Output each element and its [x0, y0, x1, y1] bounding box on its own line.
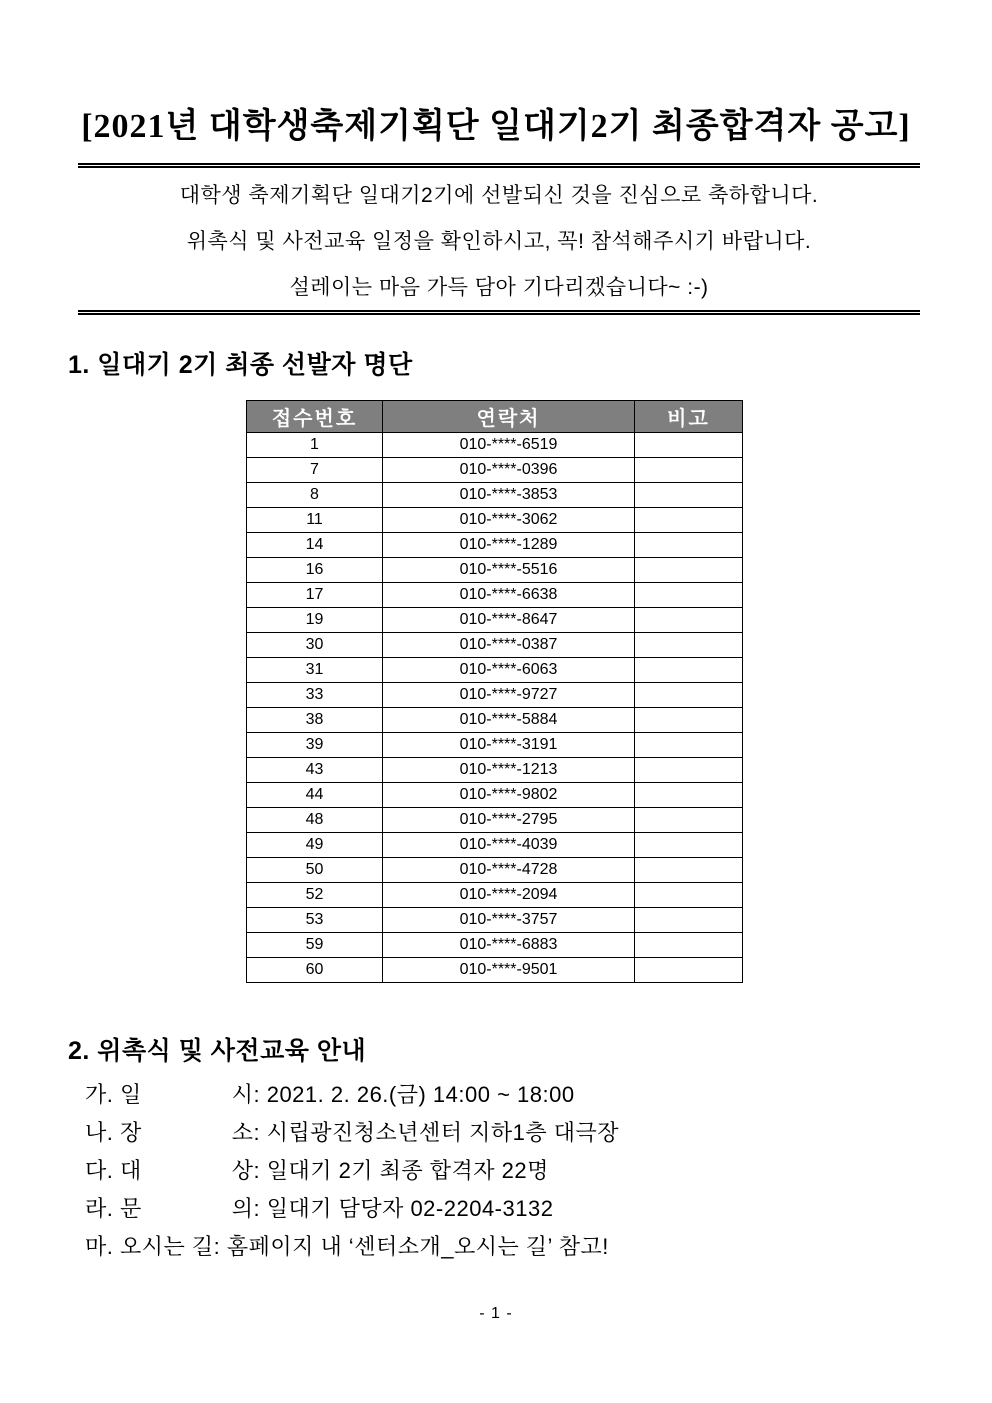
- cell-note: [635, 933, 743, 958]
- info-item-location: 나. 장 소: 시립광진청소년센터 지하1층 대극장: [85, 1120, 619, 1145]
- table-row: [247, 708, 743, 733]
- cell-note: [635, 458, 743, 483]
- table-row: [247, 458, 743, 483]
- cell-application-number: 60: [247, 958, 383, 983]
- cell-note: [635, 558, 743, 583]
- cell-application-number: 16: [247, 558, 383, 583]
- cell-application-number: 38: [247, 708, 383, 733]
- cell-phone: 010-****-4039: [383, 833, 635, 858]
- cell-application-number: 11: [247, 508, 383, 533]
- cell-phone: 010-****-8647: [383, 608, 635, 633]
- cell-note: [635, 883, 743, 908]
- column-header-note: 비고: [635, 401, 743, 433]
- cell-note: [635, 433, 743, 458]
- cell-application-number: 43: [247, 758, 383, 783]
- cell-application-number: 33: [247, 683, 383, 708]
- info-item-inquiry: 라. 문 의: 일대기 담당자 02-2204-3132: [85, 1196, 554, 1221]
- cell-phone: 010-****-6063: [383, 658, 635, 683]
- table-row: [247, 858, 743, 883]
- page-number: - 1 -: [479, 1305, 513, 1322]
- cell-phone: 010-****-4728: [383, 858, 635, 883]
- cell-application-number: 49: [247, 833, 383, 858]
- cell-phone: 010-****-9501: [383, 958, 635, 983]
- info-item-target: 다. 대 상: 일대기 2기 최종 합격자 22명: [85, 1158, 549, 1183]
- cell-note: [635, 958, 743, 983]
- column-header-application-number: 접수번호: [247, 401, 383, 433]
- cell-application-number: 48: [247, 808, 383, 833]
- cell-application-number: 17: [247, 583, 383, 608]
- cell-note: [635, 808, 743, 833]
- cell-note: [635, 658, 743, 683]
- info-item-directions: 마. 오시는 길: 홈페이지 내 ‘센터소개_오시는 길’ 참고!: [85, 1234, 609, 1259]
- cell-note: [635, 533, 743, 558]
- table-row: [247, 758, 743, 783]
- cell-phone: 010-****-9802: [383, 783, 635, 808]
- table-row: [247, 958, 743, 983]
- table-row: [247, 558, 743, 583]
- table-body: [247, 433, 743, 983]
- cell-application-number: 7: [247, 458, 383, 483]
- applicants-table: [246, 400, 743, 983]
- cell-phone: 010-****-3757: [383, 908, 635, 933]
- cell-note: [635, 833, 743, 858]
- table-row: [247, 508, 743, 533]
- table-row: [247, 933, 743, 958]
- cell-phone: 010-****-1213: [383, 758, 635, 783]
- cell-application-number: 50: [247, 858, 383, 883]
- table-row: [247, 658, 743, 683]
- cell-note: [635, 483, 743, 508]
- cell-note: [635, 608, 743, 633]
- cell-phone: 010-****-0396: [383, 458, 635, 483]
- intro-line: 위촉식 및 사전교육 일정을 확인하시고, 꼭! 참석해주시기 바랍니다.: [186, 230, 812, 253]
- cell-note: [635, 508, 743, 533]
- table-row: [247, 733, 743, 758]
- cell-phone: 010-****-6519: [383, 433, 635, 458]
- cell-application-number: 8: [247, 483, 383, 508]
- cell-application-number: 31: [247, 658, 383, 683]
- cell-note: [635, 583, 743, 608]
- table-row: [247, 908, 743, 933]
- section2-heading: 2. 위촉식 및 사전교육 안내: [68, 1037, 367, 1065]
- intro-line: 대학생 축제기획단 일대기2기에 선발되신 것을 진심으로 축하합니다.: [179, 184, 819, 207]
- cell-phone: 010-****-6883: [383, 933, 635, 958]
- cell-note: [635, 908, 743, 933]
- table-row: [247, 808, 743, 833]
- cell-application-number: 53: [247, 908, 383, 933]
- table-row: [247, 533, 743, 558]
- cell-phone: 010-****-5884: [383, 708, 635, 733]
- cell-phone: 010-****-3853: [383, 483, 635, 508]
- cell-application-number: 44: [247, 783, 383, 808]
- cell-phone: 010-****-5516: [383, 558, 635, 583]
- intro-line: 설레이는 마음 가득 담아 기다리겠습니다~ :-): [289, 276, 709, 299]
- cell-application-number: 1: [247, 433, 383, 458]
- table-row: [247, 583, 743, 608]
- cell-note: [635, 783, 743, 808]
- table-row: [247, 433, 743, 458]
- info-item-datetime: 가. 일 시: 2021. 2. 26.(금) 14:00 ~ 18:00: [85, 1082, 575, 1107]
- table-row: [247, 633, 743, 658]
- cell-phone: 010-****-1289: [383, 533, 635, 558]
- table-row: [247, 883, 743, 908]
- cell-note: [635, 708, 743, 733]
- cell-phone: 010-****-3062: [383, 508, 635, 533]
- page-title: [2021년 대학생축제기획단 일대기2기 최종합격자 공고]: [81, 108, 911, 145]
- table-row: [247, 683, 743, 708]
- cell-application-number: 30: [247, 633, 383, 658]
- intro-box: [78, 163, 920, 315]
- column-header-contact: 연락처: [383, 401, 635, 433]
- table-row: [247, 608, 743, 633]
- cell-note: [635, 758, 743, 783]
- cell-phone: 010-****-0387: [383, 633, 635, 658]
- cell-application-number: 59: [247, 933, 383, 958]
- table-header-row: [247, 401, 743, 433]
- cell-phone: 010-****-2795: [383, 808, 635, 833]
- cell-phone: 010-****-2094: [383, 883, 635, 908]
- cell-note: [635, 683, 743, 708]
- table-row: [247, 783, 743, 808]
- cell-phone: 010-****-9727: [383, 683, 635, 708]
- section2-items: [85, 1076, 924, 1266]
- cell-phone: 010-****-3191: [383, 733, 635, 758]
- cell-note: [635, 858, 743, 883]
- section1-heading: 1. 일대기 2기 최종 선발자 명단: [68, 351, 413, 379]
- cell-note: [635, 733, 743, 758]
- cell-note: [635, 633, 743, 658]
- cell-application-number: 14: [247, 533, 383, 558]
- table-row: [247, 833, 743, 858]
- cell-application-number: 39: [247, 733, 383, 758]
- cell-application-number: 19: [247, 608, 383, 633]
- cell-phone: 010-****-6638: [383, 583, 635, 608]
- table-row: [247, 483, 743, 508]
- cell-application-number: 52: [247, 883, 383, 908]
